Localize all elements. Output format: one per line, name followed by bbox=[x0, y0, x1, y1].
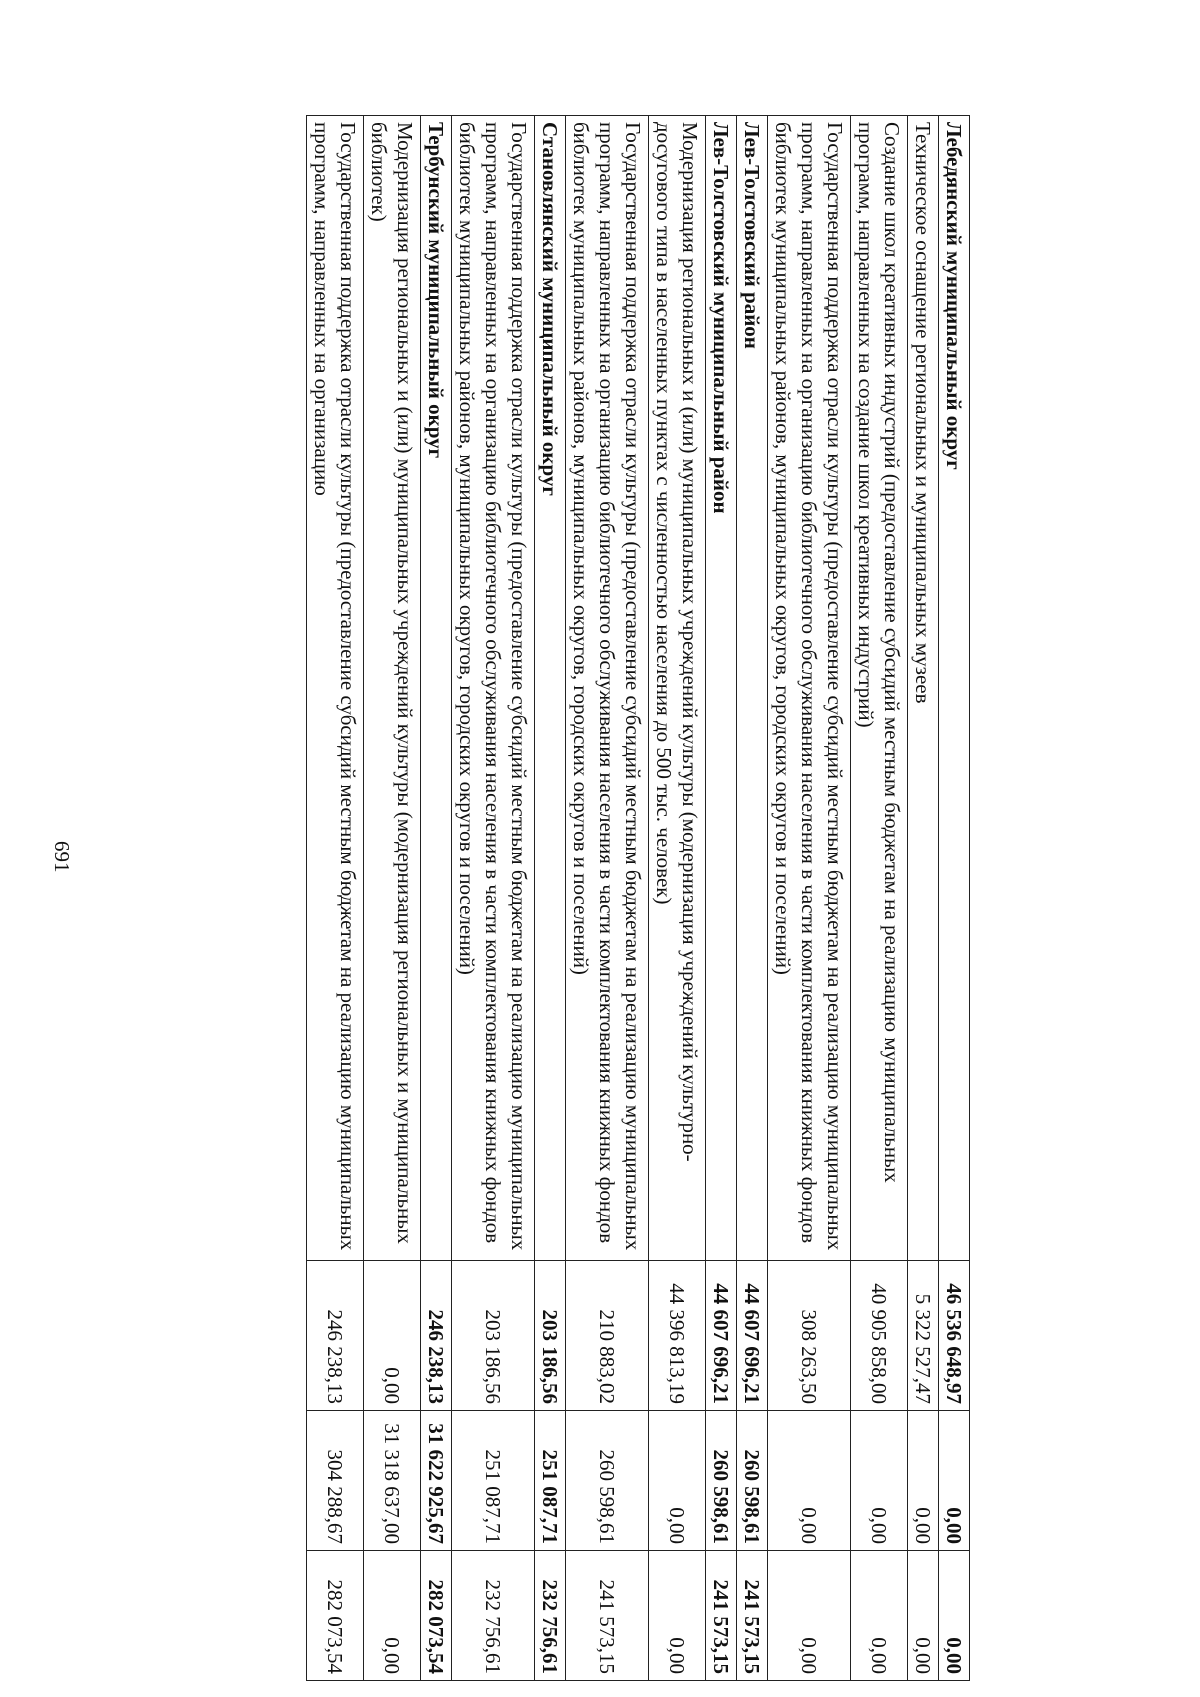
row-name-cell: Государственная поддержка отрасли культуры (предоставление субсидий местным бюджетам на реализацию муниципальных программ, направленных на организацию библиотечного обслуживания населения в части комплектования книжных фондов библиотек муниципальных районов, муниципальных округов, городских округов и поселений) bbox=[566, 116, 649, 1261]
table-row bbox=[851, 116, 908, 1681]
table-body bbox=[307, 116, 970, 1681]
table-row bbox=[364, 116, 421, 1681]
value-col-2: 0,00 bbox=[939, 1411, 970, 1551]
page-number: 691 bbox=[50, 841, 74, 873]
row-name-cell: Лев-Толстовский район bbox=[737, 116, 768, 1261]
value-col-3: 0,00 bbox=[939, 1551, 970, 1681]
value-col-3: 241 573,15 bbox=[706, 1551, 737, 1681]
table-row bbox=[307, 116, 364, 1681]
row-name-cell: Государственная поддержка отрасли культуры (предоставление субсидий местным бюджетам на реализацию муниципальных программ, направленных на организацию библиотечного обслуживания населения в части комплектования книжных фондов библиотек муниципальных районов, муниципальных округов, городских округов и поселений) bbox=[768, 116, 851, 1261]
rotated-table-container bbox=[306, 115, 970, 1674]
value-col-1: 210 883,02 bbox=[566, 1261, 649, 1411]
budget-table bbox=[306, 115, 970, 1681]
subtotal-row bbox=[706, 116, 737, 1681]
value-col-2: 251 087,71 bbox=[452, 1411, 535, 1551]
value-col-1: 44 396 813,19 bbox=[649, 1261, 706, 1411]
value-col-3: 0,00 bbox=[851, 1551, 908, 1681]
value-col-3: 0,00 bbox=[908, 1551, 939, 1681]
value-col-1: 203 186,56 bbox=[535, 1261, 566, 1411]
table-row bbox=[452, 116, 535, 1681]
table-row bbox=[908, 116, 939, 1681]
value-col-2: 31 318 637,00 bbox=[364, 1411, 421, 1551]
value-col-2: 304 288,67 bbox=[307, 1411, 364, 1551]
value-col-3: 241 573,15 bbox=[737, 1551, 768, 1681]
value-col-1: 40 905 858,00 bbox=[851, 1261, 908, 1411]
value-col-2: 251 087,71 bbox=[535, 1411, 566, 1551]
value-col-1: 246 238,13 bbox=[307, 1261, 364, 1411]
value-col-2: 0,00 bbox=[649, 1411, 706, 1551]
value-col-3: 0,00 bbox=[768, 1551, 851, 1681]
value-col-2: 0,00 bbox=[768, 1411, 851, 1551]
value-col-1: 5 322 527,47 bbox=[908, 1261, 939, 1411]
row-name-cell: Техническое оснащение региональных и муниципальных музеев bbox=[908, 116, 939, 1261]
row-name-cell: Создание школ креативных индустрий (предоставление субсидий местным бюджетам на реализацию муниципальных программ, направленных на создание школ креативных индустрий) bbox=[851, 116, 908, 1261]
value-col-1: 308 263,50 bbox=[768, 1261, 851, 1411]
value-col-3: 241 573,15 bbox=[566, 1551, 649, 1681]
value-col-1: 44 607 696,21 bbox=[706, 1261, 737, 1411]
row-name-cell: Модернизация региональных и (или) муниципальных учреждений культуры (модернизация региональных и муниципальных библиотек) bbox=[364, 116, 421, 1261]
value-col-3: 0,00 bbox=[649, 1551, 706, 1681]
subtotal-row bbox=[421, 116, 452, 1681]
table-row bbox=[566, 116, 649, 1681]
subtotal-row bbox=[939, 116, 970, 1681]
row-name-cell: Лебедянский муниципальный округ bbox=[939, 116, 970, 1261]
value-col-2: 260 598,61 bbox=[737, 1411, 768, 1551]
value-col-1: 44 607 696,21 bbox=[737, 1261, 768, 1411]
subtotal-row bbox=[737, 116, 768, 1681]
value-col-2: 0,00 bbox=[908, 1411, 939, 1551]
value-col-3: 0,00 bbox=[364, 1551, 421, 1681]
value-col-1: 46 536 648,97 bbox=[939, 1261, 970, 1411]
row-name-cell: Государственная поддержка отрасли культуры (предоставление субсидий местным бюджетам на реализацию муниципальных программ, направленных на организацию bbox=[307, 116, 364, 1261]
value-col-2: 260 598,61 bbox=[706, 1411, 737, 1551]
value-col-3: 282 073,54 bbox=[307, 1551, 364, 1681]
row-name-cell: Модернизация региональных и (или) муниципальных учреждений культуры (модернизация учреждений культурно-досугового типа в населенных пунктах с численностью населения до 500 тыс. человек) bbox=[649, 116, 706, 1261]
subtotal-row bbox=[535, 116, 566, 1681]
value-col-2: 31 622 925,67 bbox=[421, 1411, 452, 1551]
value-col-1: 0,00 bbox=[364, 1261, 421, 1411]
row-name-cell: Становлянский муниципальный округ bbox=[535, 116, 566, 1261]
value-col-1: 203 186,56 bbox=[452, 1261, 535, 1411]
row-name-cell: Государственная поддержка отрасли культуры (предоставление субсидий местным бюджетам на реализацию муниципальных программ, направленных на организацию библиотечного обслуживания населения в части комплектования книжных фондов библиотек муниципальных районов, муниципальных округов, городских округов и поселений) bbox=[452, 116, 535, 1261]
value-col-3: 232 756,61 bbox=[535, 1551, 566, 1681]
table-row bbox=[768, 116, 851, 1681]
value-col-1: 246 238,13 bbox=[421, 1261, 452, 1411]
table-row bbox=[649, 116, 706, 1681]
row-name-cell: Тербунский муниципальный округ bbox=[421, 116, 452, 1261]
value-col-3: 232 756,61 bbox=[452, 1551, 535, 1681]
value-col-3: 282 073,54 bbox=[421, 1551, 452, 1681]
value-col-2: 0,00 bbox=[851, 1411, 908, 1551]
value-col-2: 260 598,61 bbox=[566, 1411, 649, 1551]
row-name-cell: Лев-Толстовский муниципальный район bbox=[706, 116, 737, 1261]
